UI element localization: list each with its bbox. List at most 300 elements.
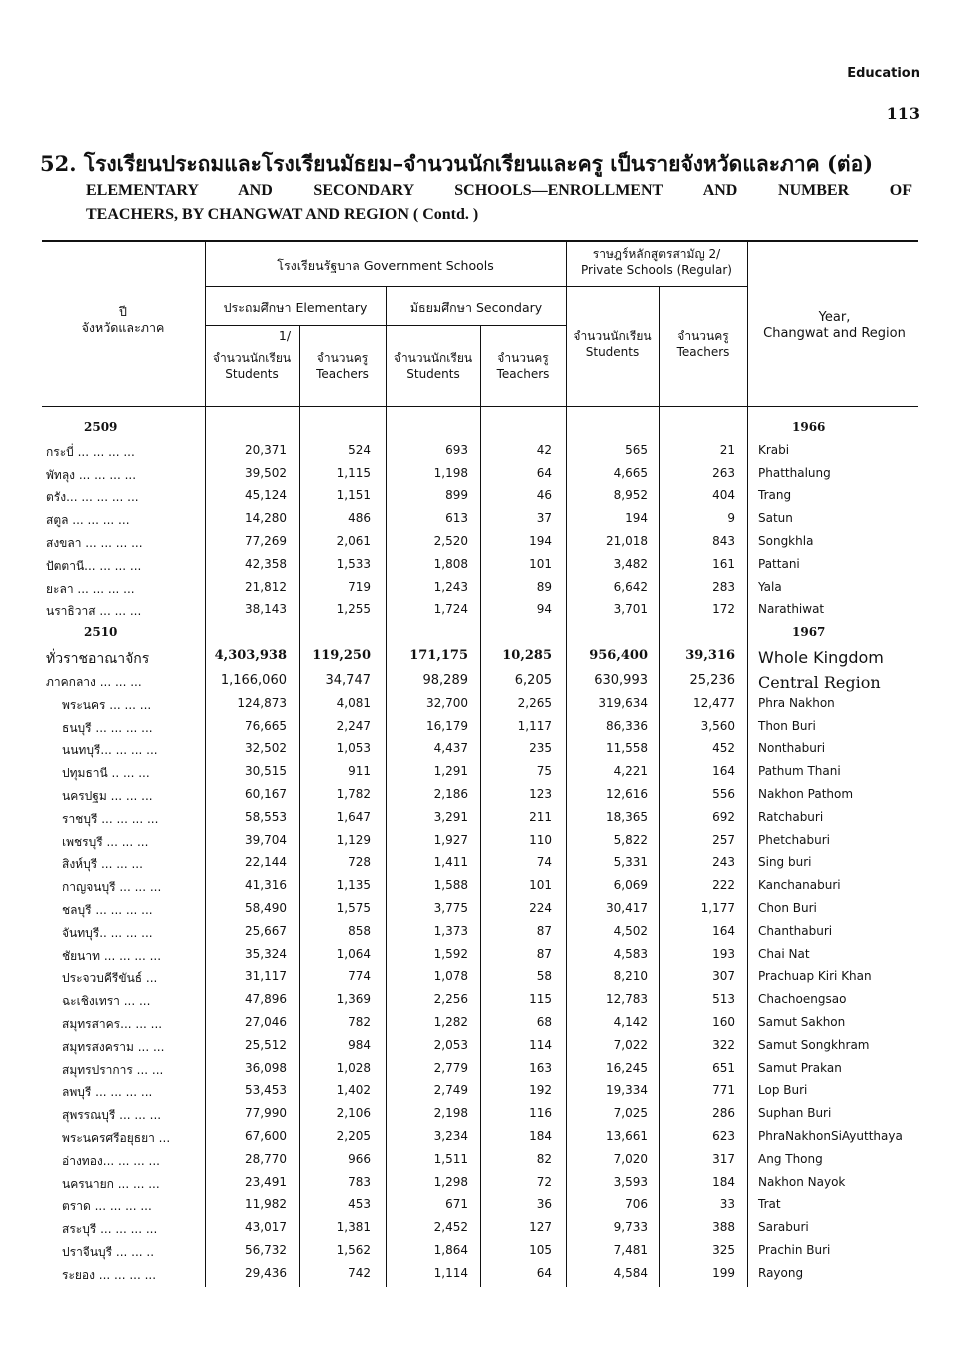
changwat-english: Suphan Buri [758, 1106, 832, 1121]
table-cell: 4,221 [613, 764, 648, 779]
header-private-teachers [659, 328, 747, 360]
table-cell: 2,186 [433, 786, 468, 801]
table-cell: 21 [719, 442, 735, 457]
table-cell: 623 [712, 1128, 735, 1143]
table-row [42, 484, 922, 507]
table-cell: 67,600 [245, 1128, 287, 1143]
changwat-thai: พระนครศรีอยุธยา ... [62, 1130, 171, 1145]
table-cell: 21,812 [245, 579, 287, 594]
table-cell: 8,210 [613, 969, 648, 984]
changwat-english: Chanthaburi [758, 923, 833, 938]
table-body [42, 416, 922, 1284]
table-cell: 2,749 [433, 1083, 468, 1098]
table-row [42, 1011, 922, 1034]
table-cell: 1,053 [336, 741, 371, 756]
table-cell: 843 [712, 533, 735, 548]
table-cell: 42 [536, 442, 552, 457]
table-cell: 11,982 [245, 1197, 287, 1212]
table-cell: 742 [348, 1265, 371, 1280]
changwat-thai: อ่างทอง... ... ... ... [62, 1153, 160, 1168]
changwat-english: Sing buri [758, 855, 812, 870]
table-cell: 6,205 [514, 672, 552, 688]
header-elem-teachers [299, 350, 386, 382]
table-cell: 3,775 [433, 900, 468, 915]
changwat-thai: ประจวบคีรีขันธ์ ... [62, 971, 158, 986]
table-cell: 556 [712, 786, 735, 801]
header-label: Private Schools (Regular) [581, 263, 732, 277]
header-private-students [566, 328, 659, 360]
table-cell: 25,512 [245, 1037, 287, 1052]
table-cell: 325 [712, 1242, 735, 1257]
table-cell: 56,732 [245, 1242, 287, 1257]
changwat-thai: นครปฐม ... ... ... [62, 788, 153, 803]
table-title-thai: 52. โรงเรียนประถมและโรงเรียนมัธยม–จำนวนนักเรียนและครู เป็นรายจังหวัดและภาค (ต่อ) [40, 151, 874, 176]
table-cell: 16,245 [606, 1060, 648, 1075]
table-cell: 966 [348, 1151, 371, 1166]
table-cell: 235 [529, 741, 552, 756]
changwat-thai: ราชบุรี ... ... ... ... [62, 811, 159, 826]
table-cell: 4,502 [613, 923, 648, 938]
table-row [42, 806, 922, 829]
table-cell: 164 [712, 764, 735, 779]
footnote-marker: 1/ [278, 328, 292, 343]
year-thai: 2509 [84, 420, 118, 434]
changwat-english: Phra Nakhon [758, 695, 835, 710]
table-cell: 4,142 [613, 1014, 648, 1029]
table-row [42, 874, 922, 897]
table-cell: 192 [529, 1083, 552, 1098]
table-cell: 2,779 [433, 1060, 468, 1075]
table-cell: 11,558 [606, 741, 648, 756]
table-cell: 222 [712, 878, 735, 893]
table-cell: 47,896 [245, 992, 287, 1007]
table-cell: 1,927 [433, 832, 468, 847]
table-cell: 2,452 [433, 1220, 468, 1235]
table-row [42, 644, 922, 669]
table-cell: 671 [445, 1197, 468, 1212]
table-cell: 286 [712, 1106, 735, 1121]
table-cell: 127 [529, 1220, 552, 1235]
table-cell: 453 [348, 1197, 371, 1212]
table-cell: 307 [712, 969, 735, 984]
table-top-rule [42, 240, 918, 242]
table-cell: 110 [529, 832, 552, 847]
table-cell: 160 [712, 1014, 735, 1029]
table-cell: 728 [348, 855, 371, 870]
table-cell: 1,064 [336, 946, 371, 961]
table-cell: 1,129 [336, 832, 371, 847]
table-cell: 1,117 [517, 718, 552, 733]
table-cell: 32,502 [245, 741, 287, 756]
table-cell: 58,490 [245, 900, 287, 915]
table-cell: 4,437 [433, 741, 468, 756]
table-cell: 25,667 [245, 923, 287, 938]
table-title-english-line2: TEACHERS, BY CHANGWAT AND REGION ( Contd. ) [86, 206, 479, 223]
table-cell: 1,078 [433, 969, 468, 984]
table-cell: 1,028 [336, 1060, 371, 1075]
table-cell: 39,502 [245, 465, 287, 480]
table-cell: 38,143 [245, 602, 287, 617]
table-row [42, 669, 922, 692]
table-cell: 388 [712, 1220, 735, 1235]
table-row [42, 783, 922, 806]
table-row [42, 1193, 922, 1216]
table-cell: 4,584 [613, 1265, 648, 1280]
table-cell: 28,770 [245, 1151, 287, 1166]
table-cell: 317 [712, 1151, 735, 1166]
table-cell: 23,491 [245, 1174, 287, 1189]
year-row [42, 621, 922, 644]
table-cell: 771 [712, 1083, 735, 1098]
table-row [42, 553, 922, 576]
changwat-thai: ปัตตานี... ... ... ... [46, 558, 142, 573]
table-cell: 13,661 [606, 1128, 648, 1143]
table-cell: 7,020 [613, 1151, 648, 1166]
header-label: Teachers [496, 367, 550, 381]
header-label: จำนวนครู [677, 329, 729, 343]
table-cell: 39,704 [245, 832, 287, 847]
table-cell: 101 [529, 878, 552, 893]
table-cell: 20,371 [245, 442, 287, 457]
table-cell: 18,365 [606, 809, 648, 824]
changwat-english: Nakhon Nayok [758, 1174, 846, 1189]
changwat-english: Kanchanaburi [758, 878, 841, 893]
table-cell: 1,114 [433, 1265, 468, 1280]
header-label: จำนวนนักเรียน [573, 329, 652, 343]
changwat-thai: สระบุรี ... ... ... ... [62, 1222, 158, 1237]
changwat-thai: สมุทรสาคร... ... ... [62, 1016, 163, 1031]
table-row [42, 1057, 922, 1080]
changwat-thai: จันทบุรี.. ... ... ... [62, 925, 153, 940]
changwat-english: Yala [758, 579, 782, 594]
table-cell: 2,198 [433, 1106, 468, 1121]
table-cell: 164 [712, 923, 735, 938]
table-cell: 33 [719, 1197, 735, 1212]
changwat-english: Nonthaburi [758, 741, 826, 756]
table-row [42, 1171, 922, 1194]
table-cell: 211 [529, 809, 552, 824]
changwat-english: Trang [758, 488, 792, 503]
table-cell: 124,873 [237, 695, 287, 710]
header-government-schools: โรงเรียนรัฐบาล Government Schools [277, 258, 494, 273]
header-label: ปี [119, 304, 127, 319]
changwat-english: Central Region [758, 672, 881, 692]
table-cell: 12,477 [693, 695, 735, 710]
changwat-english: Ratchaburi [758, 809, 824, 824]
table-row [42, 737, 922, 760]
table-cell: 123 [529, 786, 552, 801]
header-elementary: ประถมศึกษา Elementary [223, 300, 368, 315]
table-cell: 899 [445, 488, 468, 503]
year-english: 1967 [792, 625, 826, 640]
table-cell: 1,511 [433, 1151, 468, 1166]
table-cell: 29,436 [245, 1265, 287, 1280]
changwat-english: Saraburi [758, 1220, 809, 1235]
table-cell: 86,336 [606, 718, 648, 733]
changwat-thai: ปทุมธานี .. ... ... [62, 766, 150, 781]
table-cell: 3,482 [613, 556, 648, 571]
header-label: Students [225, 367, 279, 381]
changwat-english: Thon Buri [758, 718, 816, 733]
table-cell: 1,198 [433, 465, 468, 480]
table-cell: 194 [529, 533, 552, 548]
table-cell: 1,411 [433, 855, 468, 870]
changwat-thai: ชลบุรี ... ... ... ... [62, 902, 153, 917]
changwat-thai: ทั่วราชอาณาจักร [46, 650, 150, 667]
table-cell: 3,560 [700, 718, 735, 733]
changwat-thai: ตราด ... ... ... ... [62, 1199, 152, 1214]
changwat-english: Nakhon Pathom [758, 786, 854, 801]
table-cell: 224 [529, 900, 552, 915]
table-cell: 4,665 [613, 465, 648, 480]
table-row [42, 1102, 922, 1125]
changwat-english: Phatthalung [758, 465, 831, 480]
table-row [42, 1148, 922, 1171]
table-cell: 3,593 [613, 1174, 648, 1189]
changwat-thai: ปราจีนบุรี ... ... .. [62, 1244, 155, 1259]
table-cell: 172 [712, 602, 735, 617]
table-cell: 89 [536, 579, 552, 594]
table-cell: 105 [529, 1242, 552, 1257]
changwat-thai: ตรัง... ... ... ... ... [46, 490, 139, 505]
table-cell: 1,243 [433, 579, 468, 594]
changwat-english: Prachin Buri [758, 1242, 831, 1257]
table-cell: 25,236 [689, 672, 735, 688]
changwat-english: Narathiwat [758, 602, 825, 617]
changwat-thai: สตูล ... ... ... ... [46, 513, 130, 528]
table-cell: 36,098 [245, 1060, 287, 1075]
table-cell: 319,634 [598, 695, 648, 710]
table-cell: 94 [536, 602, 552, 617]
table-cell: 115 [529, 992, 552, 1007]
changwat-thai: พัทลุง ... ... ... ... [46, 467, 137, 482]
table-cell: 64 [536, 465, 552, 480]
table-cell: 193 [712, 946, 735, 961]
table-row [42, 965, 922, 988]
header-label: Students [406, 367, 460, 381]
table-cell: 46 [536, 488, 552, 503]
changwat-english: Trat [758, 1197, 781, 1212]
year-english: 1966 [792, 420, 826, 434]
table-cell: 4,583 [613, 946, 648, 961]
table-cell: 513 [712, 992, 735, 1007]
header-label: จังหวัดและภาค [81, 320, 165, 335]
header-label: Students [585, 345, 640, 359]
table-cell: 1,724 [433, 602, 468, 617]
table-cell: 7,022 [613, 1037, 648, 1052]
table-cell: 1,864 [433, 1242, 468, 1257]
table-cell: 565 [625, 442, 648, 457]
table-cell: 6,069 [613, 878, 648, 893]
header-elem-students [205, 350, 299, 382]
table-cell: 719 [348, 579, 371, 594]
table-row [42, 507, 922, 530]
header-label: จำนวนครู [497, 351, 549, 365]
changwat-thai: ชัยนาท ... ... ... ... [62, 948, 162, 963]
header-label: Teachers [316, 367, 369, 381]
table-title-english-line1: ELEMENTARY AND SECONDARY SCHOOLS—ENROLLMENT AND NUMBER OF [86, 182, 912, 199]
table-row [42, 439, 922, 462]
table-row [42, 1125, 922, 1148]
table-cell: 1,647 [336, 809, 371, 824]
changwat-thai: ระยอง ... ... ... ... [62, 1267, 157, 1282]
table-cell: 4,303,938 [214, 647, 287, 663]
changwat-thai: สมุทรปราการ ... ... [62, 1062, 164, 1077]
table-cell: 76,665 [245, 718, 287, 733]
table-row [42, 1079, 922, 1102]
table-cell: 16,179 [426, 718, 468, 733]
table-cell: 82 [536, 1151, 552, 1166]
changwat-english: Satun [758, 511, 793, 526]
table-cell: 2,247 [336, 718, 371, 733]
header-year-changwat-english [747, 310, 922, 342]
header-label: จำนวนนักเรียน [212, 351, 292, 365]
changwat-english: Chon Buri [758, 900, 817, 915]
header-label: Teachers [676, 345, 730, 359]
table-row [42, 462, 922, 485]
table-cell: 87 [536, 946, 552, 961]
table-cell: 613 [445, 511, 468, 526]
table-row [42, 576, 922, 599]
changwat-thai: พระนคร ... ... ... [62, 697, 152, 712]
table-cell: 163 [529, 1060, 552, 1075]
table-cell: 161 [712, 556, 735, 571]
table-cell: 1,373 [433, 923, 468, 938]
table-cell: 984 [348, 1037, 371, 1052]
table-cell: 35,324 [245, 946, 287, 961]
table-cell: 783 [348, 1174, 371, 1189]
table-cell: 42,358 [245, 556, 287, 571]
changwat-english: Rayong [758, 1265, 804, 1280]
table-cell: 651 [712, 1060, 735, 1075]
table-cell: 283 [712, 579, 735, 594]
changwat-english: Pattani [758, 556, 800, 571]
table-cell: 75 [536, 764, 552, 779]
header-private-schools [566, 246, 747, 278]
table-cell: 58,553 [245, 809, 287, 824]
table-cell: 263 [712, 465, 735, 480]
table-cell: 1,177 [700, 900, 735, 915]
changwat-english: Phetchaburi [758, 832, 830, 847]
table-cell: 4,081 [336, 695, 371, 710]
table-cell: 68 [536, 1014, 552, 1029]
table-cell: 2,053 [433, 1037, 468, 1052]
table-cell: 1,151 [336, 488, 371, 503]
changwat-english: Pathum Thani [758, 764, 841, 779]
changwat-thai: ฉะเชิงเทรา ... ... [62, 994, 151, 1009]
table-cell: 1,135 [336, 878, 371, 893]
table-cell: 322 [712, 1037, 735, 1052]
changwat-thai: นนทบุรี... ... ... ... [62, 743, 158, 758]
table-cell: 1,381 [336, 1220, 371, 1235]
year-thai: 2510 [84, 625, 118, 640]
changwat-thai: สุพรรณบุรี ... ... ... [62, 1108, 162, 1123]
table-cell: 87 [536, 923, 552, 938]
table-cell: 2,256 [433, 992, 468, 1007]
table-row [42, 1262, 922, 1285]
table-cell: 27,046 [245, 1014, 287, 1029]
changwat-thai: กาญจนบุรี ... ... ... [62, 880, 162, 895]
table-cell: 5,331 [613, 855, 648, 870]
table-cell: 30,515 [245, 764, 287, 779]
table-cell: 5,822 [613, 832, 648, 847]
changwat-thai: ลพบุรี ... ... ... ... [62, 1085, 153, 1100]
table-cell: 630,993 [594, 672, 648, 688]
changwat-thai: เพชรบุรี ... ... ... [62, 834, 149, 849]
table-cell: 12,783 [606, 992, 648, 1007]
table-cell: 34,747 [325, 672, 371, 688]
table-cell: 693 [445, 442, 468, 457]
table-cell: 12,616 [606, 786, 648, 801]
table-cell: 10,285 [502, 647, 552, 663]
changwat-thai: ยะลา ... ... ... ... [46, 581, 135, 596]
changwat-thai: ภาคกลาง ... ... ... [46, 674, 142, 689]
changwat-english: Samut Songkhram [758, 1037, 870, 1052]
table-cell: 199 [712, 1265, 735, 1280]
divider [205, 325, 566, 326]
table-cell: 171,175 [409, 647, 468, 663]
table-cell: 77,990 [245, 1106, 287, 1121]
header-secondary: มัธยมศึกษา Secondary [409, 300, 543, 315]
table-cell: 911 [348, 764, 371, 779]
table-cell: 1,282 [433, 1014, 468, 1029]
table-cell: 21,018 [606, 533, 648, 548]
table-row [42, 598, 922, 621]
table-row [42, 988, 922, 1011]
table-cell: 7,481 [613, 1242, 648, 1257]
header-label: Changwat and Region [763, 326, 906, 341]
header-label: จำนวนครู [316, 351, 369, 365]
table-cell: 2,061 [336, 533, 371, 548]
table-cell: 2,520 [433, 533, 468, 548]
table-cell: 1,369 [336, 992, 371, 1007]
table-cell: 1,255 [336, 602, 371, 617]
table-cell: 36 [536, 1197, 552, 1212]
changwat-english: Songkhla [758, 533, 814, 548]
changwat-english: Samut Sakhon [758, 1014, 846, 1029]
table-row [42, 715, 922, 738]
table-cell: 37 [536, 511, 552, 526]
table-cell: 22,144 [245, 855, 287, 870]
table-row [42, 1239, 922, 1262]
table-row [42, 1034, 922, 1057]
table-cell: 30,417 [606, 900, 648, 915]
table-cell: 1,782 [336, 786, 371, 801]
table-cell: 1,166,060 [220, 672, 287, 688]
table-cell: 77,269 [245, 533, 287, 548]
divider [205, 286, 747, 287]
table-row [42, 829, 922, 852]
year-row [42, 416, 922, 439]
header-label: Year, [818, 310, 851, 325]
table-cell: 1,402 [336, 1083, 371, 1098]
changwat-thai: สมุทรสงคราม ... ... [62, 1039, 165, 1054]
changwat-english: Chachoengsao [758, 992, 847, 1007]
table-cell: 774 [348, 969, 371, 984]
table-cell: 1,575 [336, 900, 371, 915]
changwat-english: Krabi [758, 442, 790, 457]
table-cell: 58 [536, 969, 552, 984]
table-cell: 64 [536, 1265, 552, 1280]
changwat-english: Samut Prakan [758, 1060, 842, 1075]
table-cell: 1,291 [433, 764, 468, 779]
header-year-changwat-thai [42, 304, 204, 336]
table-cell: 3,234 [433, 1128, 468, 1143]
changwat-english: Ang Thong [758, 1151, 823, 1166]
table-row [42, 530, 922, 553]
table-cell: 3,291 [433, 809, 468, 824]
table-cell: 74 [536, 855, 552, 870]
